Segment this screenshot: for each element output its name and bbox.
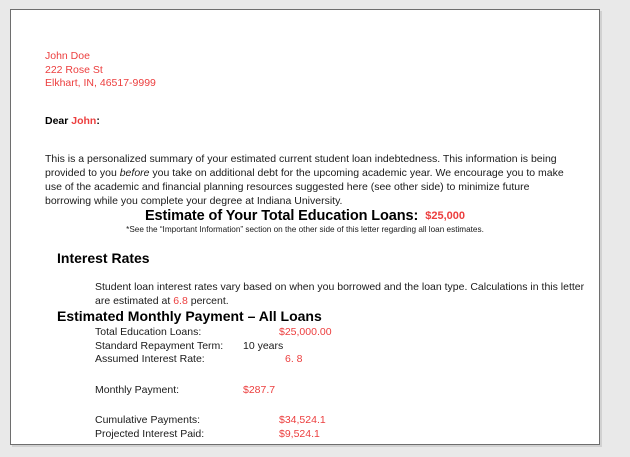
row-value: $25,000.00 <box>279 326 332 338</box>
row-label: Projected Interest Paid: <box>95 427 205 440</box>
intro-part2: you take on additional debt for the upcoming academic year. We encourage you to make use of the academic and financial planning resources suggested here (see other side) to minimize future borrowing while you complete your degree at Indiana University. <box>45 166 564 207</box>
row-value: $9,524.1 <box>279 427 320 440</box>
table-row <box>95 428 495 442</box>
monthly-payment-heading: Estimated Monthly Payment – All Loans <box>57 308 322 324</box>
salutation-punctuation: : <box>96 115 100 127</box>
monthly-payment-rows <box>95 326 495 441</box>
total-estimate-line <box>11 207 599 225</box>
interest-rate-value: 6.8 <box>173 294 188 307</box>
row-value: $34,524.1 <box>279 414 326 426</box>
recipient-name: John Doe <box>45 50 90 62</box>
table-row <box>95 353 495 367</box>
salutation <box>45 115 100 127</box>
total-estimate-value: $25,000 <box>425 210 465 222</box>
table-row <box>95 414 495 428</box>
row-value: 6. 8 <box>285 353 303 365</box>
row-spacer <box>95 397 495 414</box>
recipient-address-block <box>45 50 156 91</box>
table-row <box>95 326 495 340</box>
letter-content <box>11 10 599 444</box>
total-estimate-footnote: *See the “Important Information” section on the other side of this letter regarding all loan estimates. <box>126 225 484 234</box>
row-spacer <box>95 367 495 384</box>
intro-paragraph <box>45 152 573 208</box>
row-label: Total Education Loans: <box>95 326 202 338</box>
row-value: 10 years <box>243 339 284 352</box>
total-estimate-label: Estimate of Your Total Education Loans: <box>144 208 419 224</box>
intro-emphasis: before <box>119 166 150 179</box>
interest-body-part1: Student loan interest rates vary based on when you borrowed and the loan type. Calculations in this letter are estimated at <box>95 280 585 307</box>
table-row <box>95 384 495 398</box>
intro-part1: This is a personalized summary of your estimated current student loan indebtedness. This information is being provided to you <box>45 152 557 179</box>
interest-rates-heading: Interest Rates <box>57 250 150 266</box>
recipient-street: 222 Rose St <box>45 63 103 76</box>
interest-rates-body <box>95 280 588 308</box>
row-label: Standard Repayment Term: <box>95 339 224 352</box>
interest-body-part2: percent. <box>187 294 229 307</box>
row-label: Monthly Payment: <box>95 383 180 396</box>
recipient-city-state-zip: Elkhart, IN, 46517-9999 <box>45 77 156 89</box>
row-label: Assumed Interest Rate: <box>95 353 205 365</box>
table-row <box>95 340 495 354</box>
salutation-greeting: Dear <box>45 115 72 127</box>
salutation-name: John <box>71 115 97 127</box>
row-value: $287.7 <box>243 383 276 396</box>
letter-page <box>10 9 600 445</box>
row-label: Cumulative Payments: <box>95 414 201 426</box>
